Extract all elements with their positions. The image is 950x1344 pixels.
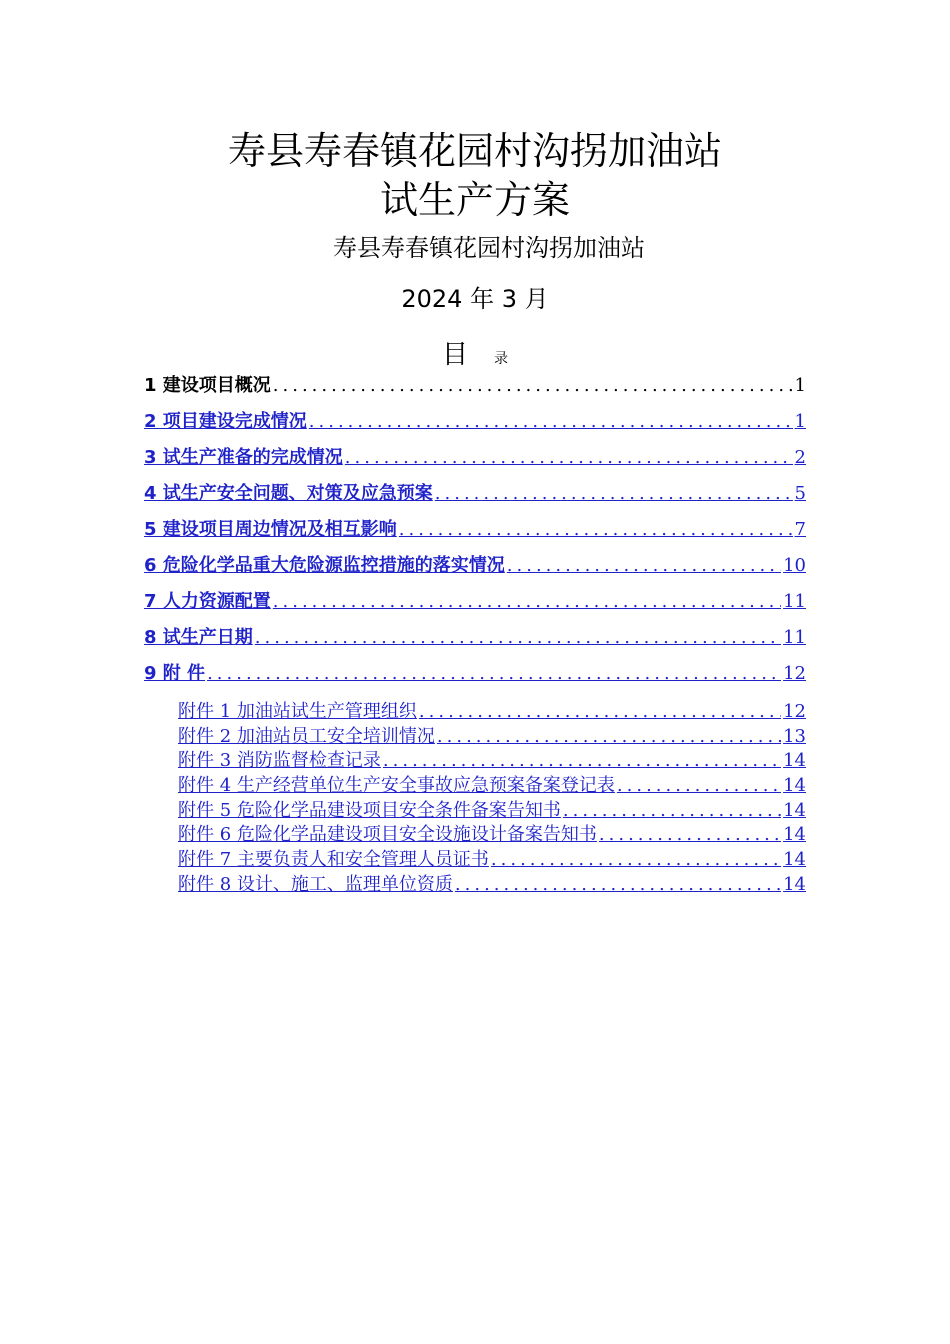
toc-entry-page: 12 xyxy=(783,663,806,684)
toc-entry-label: 1 建设项目概况 xyxy=(144,375,271,396)
toc-entry[interactable] xyxy=(144,624,806,652)
toc-appendix-entry[interactable] xyxy=(178,725,806,749)
document-title-line-1: 寿县寿春镇花园村沟拐加油站 xyxy=(227,129,722,173)
toc-entry[interactable] xyxy=(144,444,806,472)
toc-entry-label: 附件 2 加油站员工安全培训情况 xyxy=(178,726,435,747)
toc-heading xyxy=(0,334,950,371)
toc-leader-dots xyxy=(489,848,781,872)
toc-heading-char-2: 录 xyxy=(494,351,508,367)
toc-entry-label: 附件 5 危险化学品建设项目安全条件备案告知书 xyxy=(178,800,561,821)
toc-entry-label: 附件 8 设计、施工、监理单位资质 xyxy=(178,874,453,895)
toc-leader-dots xyxy=(433,480,793,508)
toc-leader-dots xyxy=(271,372,793,400)
toc-leader-dots xyxy=(253,624,781,652)
toc-heading-char-1: 目 xyxy=(441,340,468,370)
toc-appendix-entry[interactable] xyxy=(178,823,806,847)
toc-entry[interactable] xyxy=(144,660,806,688)
toc-leader-dots xyxy=(205,660,781,688)
toc-entry-page: 14 xyxy=(783,824,806,845)
document-title-line-2: 试生产方案 xyxy=(379,178,570,222)
toc-leader-dots xyxy=(505,552,781,580)
toc-entry-page: 14 xyxy=(783,775,806,796)
toc-appendix-entry[interactable] xyxy=(178,848,806,872)
toc-leader-dots xyxy=(397,516,793,544)
toc-entry-page: 11 xyxy=(783,627,806,648)
toc-leader-dots xyxy=(271,588,781,616)
toc-appendix-entry[interactable] xyxy=(178,799,806,823)
toc-entry-page: 11 xyxy=(783,591,806,612)
toc-leader-dots xyxy=(561,799,781,823)
toc-entry-label: 9 附 件 xyxy=(144,663,206,684)
toc-entry-label: 5 建设项目周边情况及相互影响 xyxy=(144,519,397,540)
toc-entry-page: 2 xyxy=(794,447,806,468)
toc-entry-page: 1 xyxy=(794,411,806,432)
toc-entry-page: 14 xyxy=(783,874,806,895)
toc-leader-dots xyxy=(435,725,781,749)
toc-entry-page: 14 xyxy=(783,849,806,870)
toc-entry-page: 14 xyxy=(783,800,806,821)
toc-leader-dots xyxy=(417,700,781,724)
toc-entry-label: 2 项目建设完成情况 xyxy=(144,411,307,432)
toc-entry[interactable] xyxy=(144,552,806,580)
toc-leader-dots xyxy=(307,408,793,436)
toc-leader-dots xyxy=(615,774,781,798)
toc-entry-page: 5 xyxy=(794,483,806,504)
toc-leader-dots xyxy=(343,444,793,472)
toc-entry-page: 10 xyxy=(783,555,806,576)
toc-entry-label: 附件 7 主要负责人和安全管理人员证书 xyxy=(178,849,489,870)
toc-appendix-entry[interactable] xyxy=(178,749,806,773)
toc-leader-dots xyxy=(453,873,781,897)
organization-name: 寿县寿春镇花园村沟拐加油站 xyxy=(333,234,645,262)
toc-appendix-entry[interactable] xyxy=(178,873,806,897)
toc-leader-dots xyxy=(381,749,781,773)
toc-entry[interactable] xyxy=(144,516,806,544)
toc-appendix-entry[interactable] xyxy=(178,700,806,724)
toc-leader-dots xyxy=(597,823,781,847)
toc-entry-label: 6 危险化学品重大危险源监控措施的落实情况 xyxy=(144,555,505,576)
document-date: 2024 年 3 月 xyxy=(401,285,549,313)
toc-entry-page: 14 xyxy=(783,750,806,771)
toc-entry[interactable] xyxy=(144,372,806,400)
toc-entry[interactable] xyxy=(144,480,806,508)
toc-entry-label: 4 试生产安全问题、对策及应急预案 xyxy=(144,483,433,504)
toc-entry[interactable] xyxy=(144,408,806,436)
toc-entry-page: 7 xyxy=(794,519,806,540)
toc-entry-label: 附件 1 加油站试生产管理组织 xyxy=(178,701,417,722)
toc-appendix-entry[interactable] xyxy=(178,774,806,798)
toc-entry-label: 7 人力资源配置 xyxy=(144,591,271,612)
toc-entry-label: 附件 3 消防监督检查记录 xyxy=(178,750,381,771)
toc-entry-label: 8 试生产日期 xyxy=(144,627,253,648)
toc-entry-page: 12 xyxy=(783,701,806,722)
toc-entry[interactable] xyxy=(144,588,806,616)
toc-entry-label: 附件 4 生产经营单位生产安全事故应急预案备案登记表 xyxy=(178,775,615,796)
toc-entry-page: 13 xyxy=(783,726,806,747)
toc-entry-page: 1 xyxy=(794,375,806,396)
toc-entry-label: 3 试生产准备的完成情况 xyxy=(144,447,343,468)
toc-entry-label: 附件 6 危险化学品建设项目安全设施设计备案告知书 xyxy=(178,824,597,845)
